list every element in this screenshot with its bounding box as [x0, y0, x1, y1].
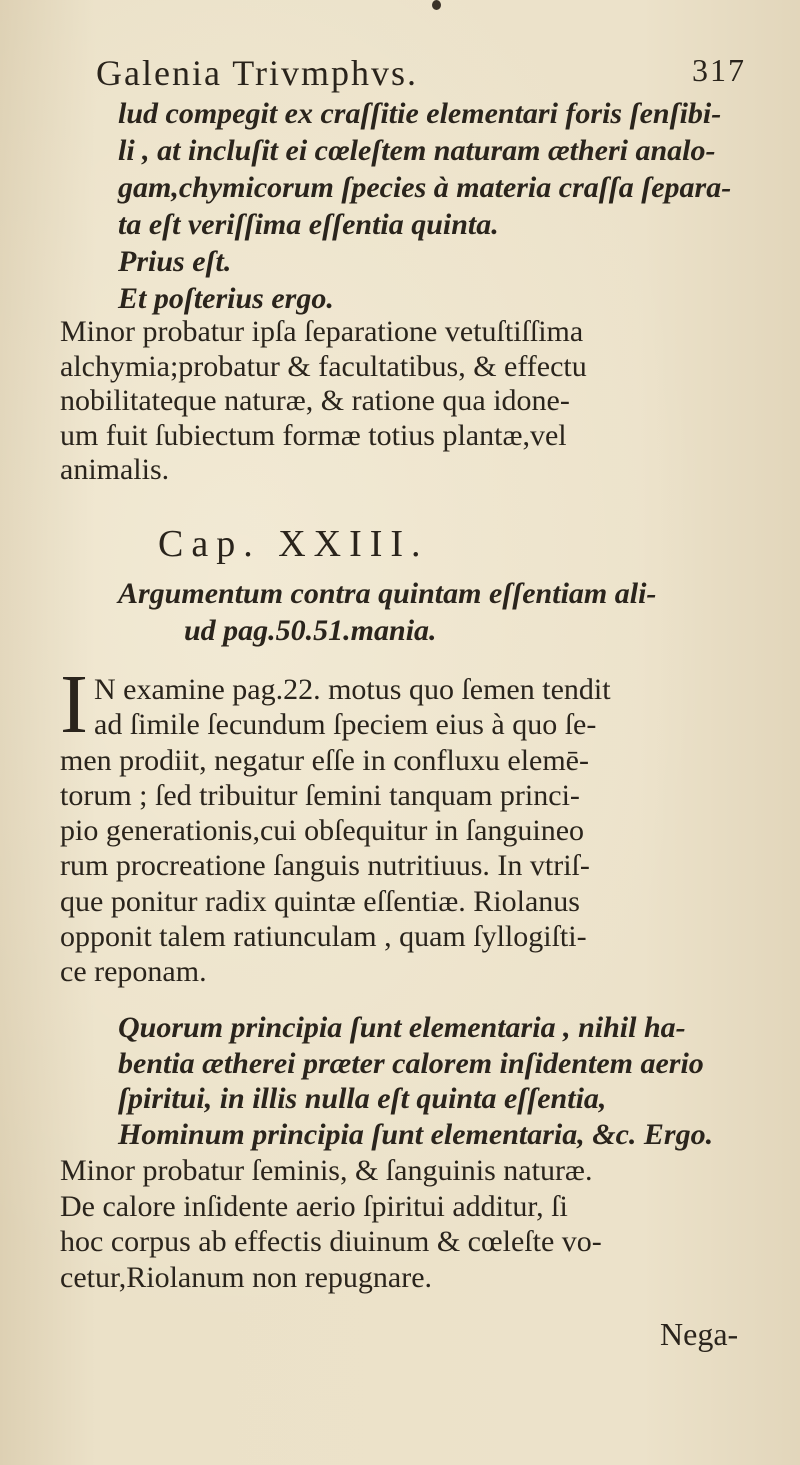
- text-line: hoc corpus ab effectis diuinum & cœleſte vo-: [60, 1225, 602, 1258]
- text-line: cetur,Riolanum non repugnare.: [60, 1260, 433, 1294]
- running-title: Galenia Trivmphvs.: [96, 53, 419, 93]
- body-paragraph: [60, 672, 611, 990]
- italic-passage: [118, 95, 731, 317]
- closing-paragraph: [60, 1153, 602, 1295]
- text-line: Hominum principia ſunt elementaria, &c. Ergo.: [118, 1117, 714, 1151]
- text-line: Argumentum contra quintam eſſentiam ali-: [118, 577, 657, 610]
- text-line: bentia ætherei præter calorem inſidentem aerio: [118, 1046, 704, 1080]
- text-line: alchymia;probatur & facultatibus, & effectu: [60, 349, 587, 383]
- chapter-argument: [118, 575, 656, 649]
- text-line: animalis.: [60, 453, 170, 486]
- text-line: rum procreatione ſanguis nutritiuus. In vtriſ-: [60, 849, 590, 883]
- ink-blot: [432, 0, 441, 10]
- text-line: opponit talem ratiunculam , quam ſyllogiſti-: [60, 920, 587, 954]
- text-line: nobilitateque naturæ, & ratione qua idone-: [60, 384, 570, 417]
- chapter-heading: Cap. XXIII.: [158, 523, 429, 565]
- text-line: Minor probatur ſeminis, & ſanguinis naturæ.: [60, 1154, 593, 1187]
- text-line: ad ſimile ſecundum ſpeciem eius à quo ſe-: [94, 708, 597, 742]
- text-line: gam,chymicorum ſpecies à materia craſſa ſepara-: [118, 171, 732, 204]
- text-line: lud compegit ex craſſitie elementari foris ſenſibi-: [118, 97, 722, 130]
- minor-paragraph: [60, 315, 587, 488]
- text-line: De calore inſidente aerio ſpiritui additur, ſi: [60, 1189, 568, 1223]
- text-line: men prodiit, negatur eſſe in confluxu elemē-: [60, 743, 589, 777]
- text-line: que ponitur radix quintæ eſſentiæ. Riolanus: [60, 884, 580, 918]
- text-line: li , at incluſit ei cœleſtem naturam ætheri analo-: [118, 134, 716, 167]
- running-header: [96, 52, 746, 94]
- text-line: torum ; ſed tribuitur ſemini tanquam princi-: [60, 778, 580, 812]
- text-line: pio generationis,cui obſequitur in ſanguineo: [60, 814, 585, 848]
- text-line: um fuit ſubiectum formæ totius plantæ,vel: [60, 418, 567, 452]
- text-line: ſpiritui, in illis nulla eſt quinta eſſentia,: [118, 1082, 607, 1115]
- catchword: Nega-: [660, 1316, 739, 1352]
- page-number: 317: [692, 52, 746, 88]
- text-line: Et poſterius ergo.: [118, 282, 334, 315]
- text-line: Minor probatur ipſa ſeparatione vetuſtiſſima: [60, 315, 584, 348]
- text-line: Quorum principia ſunt elementaria , nihil ha-: [118, 1011, 686, 1044]
- text-line: ce reponam.: [60, 955, 207, 989]
- text-line: Prius eſt.: [118, 245, 232, 278]
- text-line: ta eſt veriſſima eſſentia quinta.: [118, 208, 499, 241]
- text-line: N examine pag.22. motus quo ſemen tendit: [94, 673, 611, 706]
- drop-cap: I: [60, 658, 88, 751]
- text-line: ud pag.50.51.mania.: [184, 614, 437, 647]
- syllogism-passage: [118, 1010, 713, 1152]
